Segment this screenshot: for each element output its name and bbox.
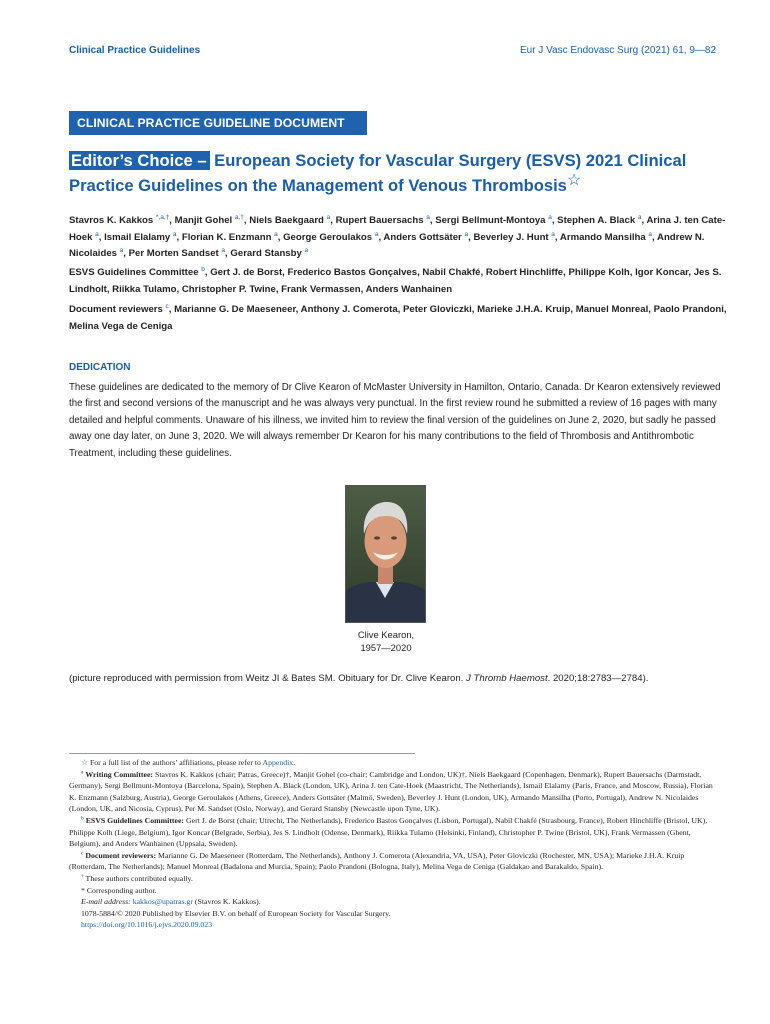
- document-reviewers: Document reviewers $^c$, Marianne G. De Maeseneer, Anthony J. Comerota, Peter Gloviczki, Marieke J.H.A. Kruip, Manuel Monreal, Paolo Prandoni, Melina Vega de Ceniga: [69, 302, 727, 332]
- footnote-label: Writing Committee:: [85, 769, 154, 779]
- email-label: E-mail address:: [81, 897, 131, 907]
- footnote-mark: †: [81, 873, 84, 880]
- photo-caption-years: 1957—2020: [360, 642, 412, 653]
- running-header-citation: Eur J Vasc Endovasc Surg (2021) 61, 9—82: [519, 45, 716, 56]
- committee-affil-mark[interactable]: b: [201, 265, 205, 273]
- author-name: Florian K. Enzmann: [181, 231, 272, 243]
- email-link[interactable]: kakkos@upatras.gr: [132, 897, 193, 907]
- footnote-text: These authors contributed equally.: [83, 873, 193, 883]
- footnote-mark: *: [81, 885, 85, 895]
- footnote-email: [69, 896, 719, 908]
- star-icon: ☆: [81, 758, 88, 767]
- permission-citation: . 2020;18:2783—2784).: [547, 673, 649, 684]
- journal-name: J Thromb Haemost: [466, 673, 548, 684]
- author-name: George Geroulakos: [283, 231, 373, 243]
- author-name: Andrew N. Nicolaides: [69, 231, 705, 259]
- author-affil-mark[interactable]: a: [551, 230, 555, 238]
- reviewers-label: Document reviewers: [69, 304, 163, 315]
- footnotes: [69, 757, 719, 931]
- author-name: Gerard Stansby: [230, 248, 302, 259]
- author-list: Stavros K. Kakkos $^{*,a,\dagger}$, Manjit Gohel $^{a,\dagger}$, Niels Baekgaard $^a$, Rupert Bauersachs $^a$, Sergi Bellmunt-Montoya $^a$, Stephen A. Black $^a$, Arina J. ten Cate-Hoek $^a$, Ismail Elalamy $^a$, Florian K. Enzmann $^a$, George Geroulakos $^a$, Anders Gottsäter $^a$, Beverley J. Hunt $^a$, Armando Mansilha $^a$, Andrew N. Nicolaides $^a$, Per Morten Sandset $^a$, Gerard Stansby $^a$: [69, 213, 726, 259]
- author-affil-mark[interactable]: a: [274, 230, 278, 238]
- footnote-text: Gert J. de Borst (chair; Utrecht, The Netherlands), Frederico Bastos Gonçalves (Lisbon, Portugal), Nabil Chakfé (Strasbourg, France), Robert Hinchliffe (Bristol, UK), Philippe Kolh (Liege, Belgium), Igor Koncar (Belgrade, Serbia), Jes S. Lindholt (Odense, Denmark), Riikka Tulamo (Helsinki, Finland), Christopher P. Twine (Bristol, UK), Frank Vermassen (Ghent, Belgium), and Anders Wanhainen (Uppsala, Sweden).: [69, 815, 708, 849]
- committee-names: Gert J. de Borst, Frederico Bastos Gonçalves, Nabil Chakfé, Robert Hinchliffe, Philippe Kolh, Igor Koncar, Jes S. Lindholt, Riikka Tulamo, Christopher P. Twine, Frank Vermassen, Anders Wanhainen: [69, 267, 722, 295]
- author-affil-mark[interactable]: a: [637, 213, 642, 221]
- footnote-divider: [69, 753, 415, 754]
- author-name: Niels Baekgaard: [249, 215, 324, 226]
- author-name: Sergi Bellmunt-Montoya: [435, 215, 546, 226]
- footnote-corresponding: [69, 885, 719, 897]
- title-text: European Society for Vascular Surgery (ESVS) 2021 Clinical Practice Guidelines on the Management of Venous Thrombosis: [69, 151, 687, 195]
- committee-label: ESVS Guidelines Committee: [69, 267, 199, 278]
- author-affil-mark[interactable]: *,a,†: [155, 213, 170, 221]
- footnote-text: Stavros K. Kakkos (chair; Patras, Greece)†, Manjit Gohel (co-chair; Cambridge and London, UK)†, Niels Baekgaard (Copenhagen, Denmark), Rupert Bauersachs (Darmstadt, Germany), Sergi Bellmunt-Montoya (Barcelona, Spain), Stephen A. Black (London, UK), Arina J. ten Cate-Hoek (Maastricht, The Netherlands), Ismail Elalamy (Paris, France, and Moscow, Russia), Florian K. Enzmann (Salzburg, Austria), George Geroulakos (Athens, Greece), Anders Gottsäter (Malmö, Sweden), Beverley J. Hunt (London, UK), Armando Mansilha (Porto, Portugal), Andrew N. Nicolaides (London, UK, and Nicosia, Cyprus), Per M. Sandset (Oslo, Norway), and Gerard Stansby (Newcastle upon Tyne, UK).: [69, 769, 713, 814]
- doi-link[interactable]: https://doi.org/10.1016/j.ejvs.2020.09.023: [81, 920, 213, 930]
- footnote-label: Document reviewers:: [85, 850, 157, 860]
- footnote-writing-committee: [69, 769, 719, 815]
- photo-caption-name: Clive Kearon,: [357, 629, 415, 640]
- reviewers-names: Marianne G. De Maeseneer, Anthony J. Comerota, Peter Gloviczki, Marieke J.H.A. Kruip, Manuel Monreal, Paolo Prandoni, Melina Vega de Ceniga: [69, 304, 727, 332]
- footnote-text: For a full list of the authors’ affiliations, please refer to: [88, 758, 263, 767]
- author-affil-mark[interactable]: a: [548, 213, 552, 221]
- author-name: Anders Gottsäter: [383, 231, 462, 243]
- portrait-photo: [345, 485, 426, 623]
- footnote-text: (Stavros K. Kakkos).: [192, 897, 261, 907]
- author-affil-mark[interactable]: a: [464, 230, 469, 238]
- author-name: Armando Mansilha: [559, 231, 646, 243]
- author-affil-mark[interactable]: a: [304, 246, 309, 254]
- footnote-mark: a: [81, 769, 84, 775]
- author-affil-mark[interactable]: a: [374, 230, 379, 238]
- author-affil-mark[interactable]: a: [221, 246, 226, 254]
- editors-choice-highlight: Editor’s Choice –: [69, 151, 210, 170]
- footnote-mark: c: [81, 850, 84, 857]
- permission-note: [69, 673, 759, 684]
- dedication-heading: DEDICATION: [69, 362, 131, 373]
- author-affil-mark[interactable]: a: [326, 213, 331, 221]
- portrait-illustration: [346, 486, 425, 622]
- dedication-paragraph: These guidelines are dedicated to the memory of Dr Clive Kearon of McMaster University in Hamilton, Ontario, Canada. Dr Kearon extensively reviewed the first and second versions of the manuscript and he was always very punctual. In the first review round he submitted a review of 16 pages with many detailed and helpful comments. Unaware of his illness, we invited him to review the final version of the guidelines on June 2, 2020, but sadly he passed away one day later, on June 3, 2020. We will always remember Dr Kearon for his many contributions to the field of Thrombosis and Antithrombotic Treatment, including these guidelines.: [69, 382, 721, 459]
- footnote-end: .: [293, 758, 296, 767]
- star-icon[interactable]: ☆: [566, 172, 582, 189]
- footnote-equal-contribution: [69, 873, 719, 885]
- author-name: Stavros K. Kakkos: [69, 215, 154, 226]
- reviewers-affil-mark[interactable]: c: [165, 302, 169, 310]
- appendix-link[interactable]: Appendix: [262, 758, 294, 767]
- author-affil-mark[interactable]: a,†: [234, 213, 244, 221]
- footnote-guidelines-committee: [69, 815, 719, 850]
- author-affil-mark[interactable]: a: [648, 230, 653, 238]
- permission-text: (picture reproduced with permission from Weitz JI & Bates SM. Obituary for Dr. Clive Kearon.: [69, 673, 467, 684]
- author-name: Beverley J. Hunt: [473, 231, 549, 243]
- footnote-text: Corresponding author.: [84, 885, 157, 895]
- guidelines-committee: ESVS Guidelines Committee $^b$, Gert J. de Borst, Frederico Bastos Gonçalves, Nabil Chakfé, Robert Hinchliffe, Philippe Kolh, Igor Koncar, Jes S. Lindholt, Riikka Tulamo, Christopher P. Twine, Frank Vermassen, Anders Wanhainen: [69, 265, 722, 295]
- footnote-label: ESVS Guidelines Committee:: [85, 815, 185, 825]
- author-affil-mark[interactable]: a: [172, 230, 177, 238]
- footnote-affiliations: [69, 757, 719, 769]
- author-name: Stephen A. Black: [557, 215, 636, 226]
- author-name: Manjit Gohel: [174, 215, 233, 226]
- footnote-text: Marianne G. De Maeseneer (Rotterdam, The Netherlands), Anthony J. Comerota (Alexandria, VA, USA), Peter Gloviczki (Rochester, MN, USA); Marieke J.H.A. Kruip (Rotterdam, The Netherlands); Manuel Monreal (Badalona and Murcia, Spain); Paolo Prandoni (Bologna, Italy), Melina Vega de Ceniga (Galdakao and Barakaldo, Spain).: [69, 850, 685, 872]
- article-title: [69, 148, 749, 199]
- author-name: Per Morten Sandset: [128, 248, 219, 259]
- author-name: Arina J. ten Cate-Hoek: [69, 215, 726, 243]
- running-header-section: Clinical Practice Guidelines: [69, 45, 201, 56]
- author-affil-mark[interactable]: a: [426, 213, 430, 221]
- author-affil-mark[interactable]: a: [95, 230, 99, 238]
- author-name: Rupert Bauersachs: [335, 215, 424, 226]
- author-name: Ismail Elalamy: [104, 231, 171, 243]
- footnote-mark: b: [81, 815, 84, 822]
- author-affil-mark[interactable]: a: [119, 246, 124, 254]
- footnote-reviewers: [69, 850, 719, 873]
- document-type-banner: CLINICAL PRACTICE GUIDELINE DOCUMENT: [69, 111, 367, 135]
- copyright-line: 1078-5884/© 2020 Published by Elsevier B.V. on behalf of European Society for Vascular Surgery.: [81, 908, 391, 918]
